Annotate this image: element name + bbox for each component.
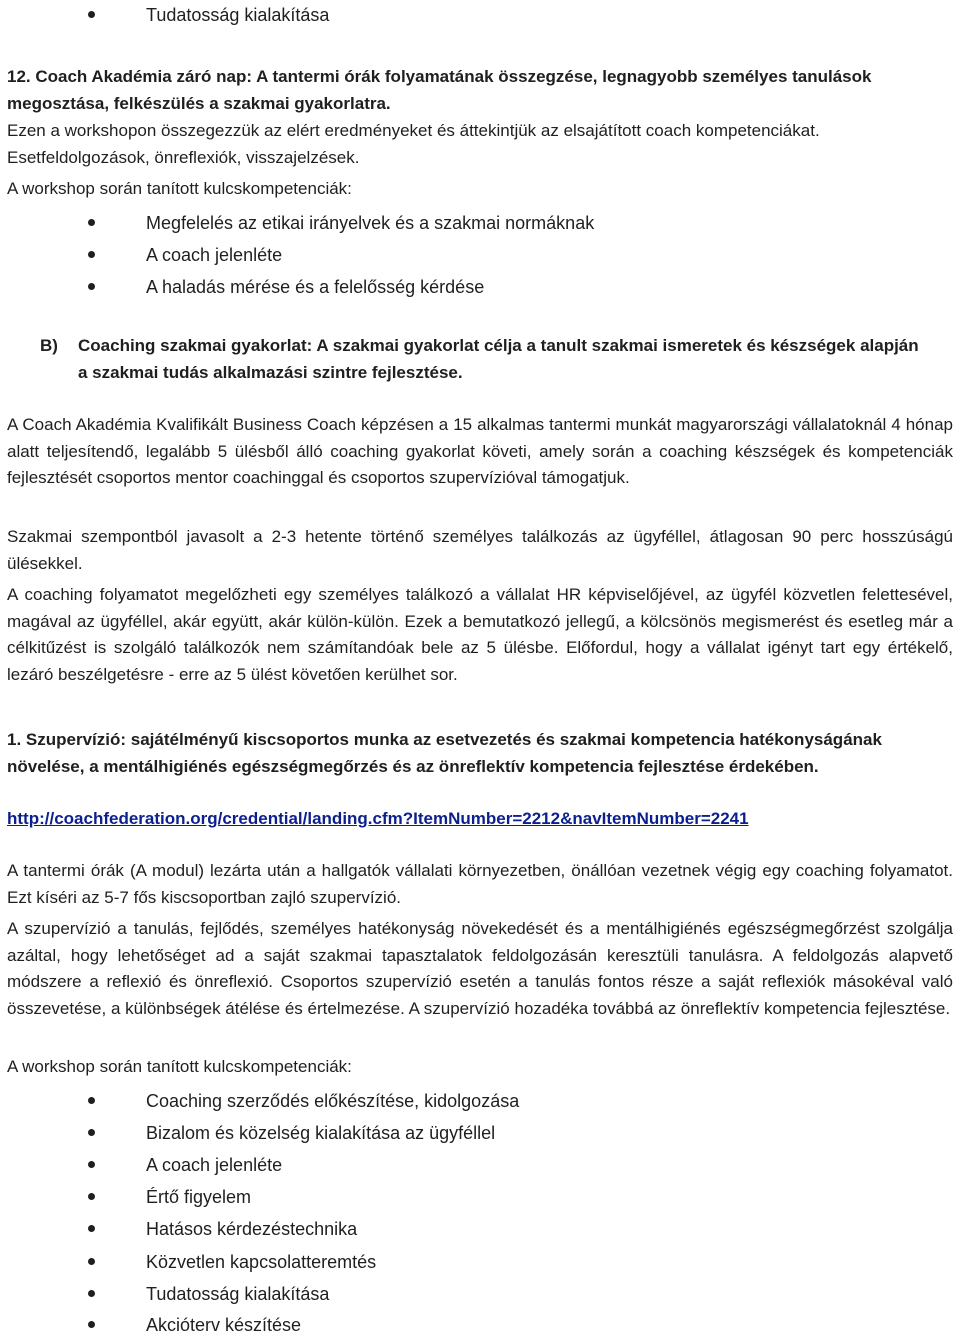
paragraph: A szupervízió a tanulás, fejlődés, személyes hatékonyság növekedését és a mentálhigiénés egészségmegőrzést szolgálja azáltal, hogy lehetőséget ad a saját szakmai tapasztalatok feldolgozásán keresztüli tanulásra. A feldolgozás alapvető módszere a reflexió és önreflexió. Csoportos szupervízió esetén a tanulás fontos része a saját reflexiók másokéval való összevetése, a különbségek átélése és értelmezése. A szupervízió hozadéka továbbá az önreflektív kompetencia fejlesztése. [7, 919, 953, 1018]
list-item: A haladás mérése és a felelősség kérdése [0, 274, 960, 306]
list-item: Megfelelés az etikai irányelvek és a szakmai normáknak [0, 210, 960, 242]
list-item: A coach jelenléte [0, 1152, 960, 1184]
bullet-icon [88, 1290, 95, 1297]
list-item: Coaching szerződés előkészítése, kidolgozása [0, 1088, 960, 1120]
bullet-icon [88, 1258, 95, 1265]
paragraph: A tantermi órák (A modul) lezárta után a hallgatók vállalati környezetben, önállóan vezetnek végig egy coaching folyamatot. Ezt kíséri az 5-7 fős kiscsoportban zajló szupervízió. [7, 861, 953, 907]
list-item: Bizalom és közelség kialakítása az ügyféllel [0, 1120, 960, 1152]
section-12-heading: 12. Coach Akadémia záró nap: A tantermi órák folyamatának összegzése, legnagyobb személyes tanulások megosztása, felkészülés a szakmai gyakorlatra. [7, 67, 872, 113]
bullet-icon [88, 1129, 95, 1136]
bullet-icon [88, 283, 95, 290]
supervision-heading: 1. Szupervízió: sajátélményű kiscsoportos munka az esetvezetés és szakmai kompetencia hatékonyságának növelése, a mentálhigiénés egészségmegőrzés és az önreflektív kompetencia fejlesztése érdekében. [7, 730, 882, 776]
bullet-icon [88, 219, 95, 226]
paragraph: A Coach Akadémia Kvalifikált Business Coach képzésen a 15 alkalmas tantermi munkát magyarországi vállalatoknál 4 hónap alatt teljesítendő, legalább 5 ülésből álló coaching gyakorlat követi, amely során a coaching készségek és kompetenciák fejlesztését csoportos mentor coachinggal és csoportos szupervízióval támogatjuk. [7, 415, 953, 487]
bullet-icon [88, 1321, 95, 1328]
bullet-icon [88, 1225, 95, 1232]
list-item: Akcióterv készítése [0, 1312, 960, 1344]
list-item: A coach jelenléte [0, 242, 960, 274]
bullet-icon [88, 251, 95, 258]
list-item: Tudatosság kialakítása [0, 2, 960, 34]
list-item: Tudatosság kialakítása [0, 1281, 960, 1313]
skills-intro: A workshop során tanított kulcskompetenciák: [7, 179, 352, 198]
list-item: Hatásos kérdezéstechnika [0, 1216, 960, 1248]
bullet-icon [88, 1161, 95, 1168]
bullet-icon [88, 11, 95, 18]
skills-intro: A workshop során tanított kulcskompetenciák: [7, 1057, 352, 1076]
credential-link[interactable]: http://coachfederation.org/credential/landing.cfm?ItemNumber=2212&navItemNumber=2241 [7, 809, 749, 828]
bullet-icon [88, 1193, 95, 1200]
supervision-link-line [7, 806, 953, 833]
list-item: Értő figyelem [0, 1184, 960, 1216]
paragraph: A coaching folyamatot megelőzheti egy személyes találkozó a vállalat HR képviselőjével, az ügyfél közvetlen felettesével, magával az ügyféllel, akár együtt, akár külön-külön. Ezek a bemutatkozó jellegű, a kölcsönös megismerést és esetleg már a célkitűzést is szolgáló találkozók nem számítandóak bele az 5 ülésbe. Előfordul, hogy a vállalat igényt tart egy értékelő, lezáró beszélgetésre - erre az 5 ülést követően kerülhet sor. [7, 585, 953, 684]
section-12-paragraph: Ezen a workshopon összegezzük az elért eredményeket és áttekintjük az elsajátított coach kompetenciákat. Esetfeldolgozások, önreflexiók, visszajelzések. [7, 121, 820, 167]
list-item: Közvetlen kapcsolatteremtés [0, 1249, 960, 1281]
bullet-icon [88, 1097, 95, 1104]
paragraph: Szakmai szempontból javasolt a 2-3 hetente történő személyes találkozás az ügyféllel, átlagosan 90 perc hosszúságú ülésekkel. [7, 527, 953, 573]
